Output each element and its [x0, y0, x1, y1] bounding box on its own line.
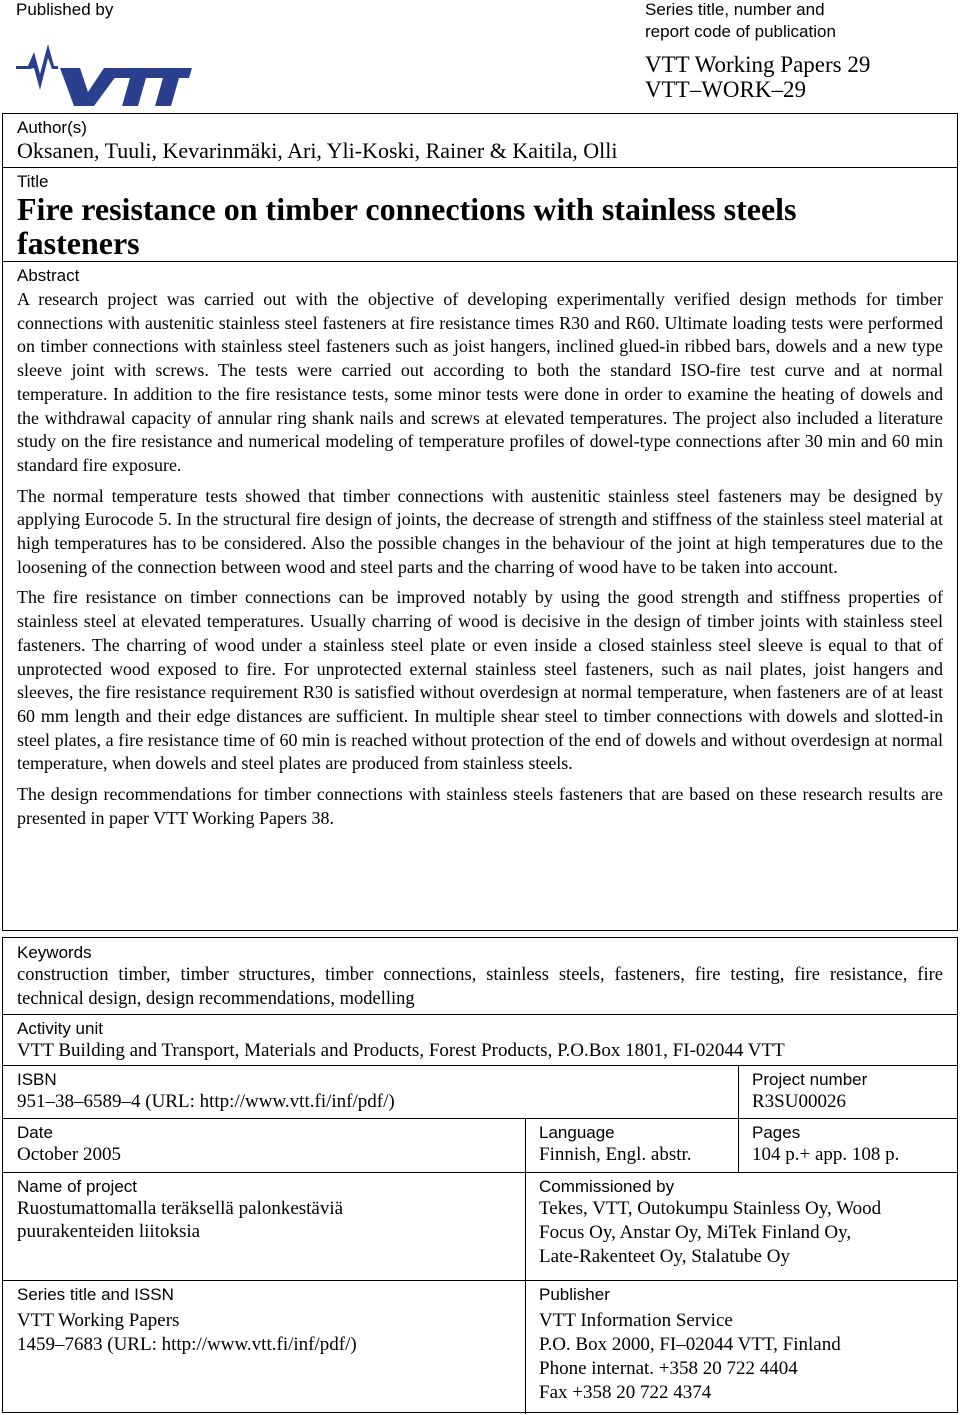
- commissioned-by-line2: Focus Oy, Anstar Oy, MiTek Finland Oy,: [539, 1222, 852, 1243]
- series-value-line1: VTT Working Papers 29: [645, 52, 871, 77]
- authors-section: [17, 117, 943, 164]
- series-issn-cell: [3, 1280, 525, 1357]
- series-label-line2: report code of publication: [645, 22, 836, 41]
- keywords-label: Keywords: [17, 943, 92, 962]
- abstract-paragraph: The normal temperature tests showed that timber connections with austenitic stainless steel fasteners may be designed by applying Eurocode 5. In the structural fire design of joints, the decrease of strength and stiffness of the stainless steel material at high temperatures has to be considered. Also the possible changes in the behaviour of the joint at high temperatures due to the loosening of the connection between wood and steel parts and the charring of wood have to be taken into account.: [17, 485, 943, 577]
- publisher-line3: Phone internat. +358 20 722 4404: [539, 1358, 798, 1379]
- commissioned-by-line1: Tekes, VTT, Outokumpu Stainless Oy, Wood: [539, 1198, 882, 1219]
- document-title: Fire resistance on timber connections with stainless steels fasteners: [17, 191, 797, 261]
- date-cell: [3, 1118, 525, 1167]
- activity-unit-cell: [3, 1014, 957, 1063]
- metadata-grid: [2, 937, 958, 1413]
- pages-label: Pages: [752, 1123, 801, 1142]
- title-label: Title: [17, 172, 49, 191]
- commissioned-by-line3: Late-Rakenteet Oy, Stalatube Oy: [539, 1246, 790, 1267]
- project-number-label: Project number: [752, 1070, 868, 1089]
- abstract-paragraph: The fire resistance on timber connections can be improved notably by using the good strength and stiffness properties of stainless steel at elevated temperatures. Usually charring of wood is decisive in the design of timber joints with stainless steel fasteners. The charring of wood under a stainless steel plate or even inside a closed stainless steel sleeve is equal to that of unprotected wood exposed to fire. For unprotected external stainless steel fasteners, such as nail plates, joist hangers and sleeves, the fire resistance requirement R30 is satisfied without overdesign at normal temperature, when fasteners are of at least 60 mm length and their edge distances are sufficient. In multiple shear steel to timber connections with dowels and slotted-in steel plates, a fire resistance time of 60 min is reached without protection of the end of dowels and without overdesign at normal temperature, when dowels and steel plates are produced from stainless steels.: [17, 587, 943, 774]
- publisher-header: [0, 0, 200, 112]
- keywords-value: construction timber, timber structures, timber connections, stainless steels, fasteners, fire testing, fire resistance, fire technical design, design recommendations, modelling: [17, 965, 943, 1009]
- project-name-label: Name of project: [17, 1177, 137, 1196]
- commissioned-by-cell: [525, 1172, 958, 1269]
- series-label-line1: Series title, number and: [645, 0, 825, 19]
- commissioned-by-label: Commissioned by: [539, 1177, 675, 1196]
- abstract-label: Abstract: [17, 266, 80, 285]
- isbn-label: ISBN: [17, 1070, 57, 1089]
- publisher-line1: VTT Information Service: [539, 1310, 733, 1331]
- project-name-line1: Ruostumattomalla teräksellä palonkestäviä: [17, 1198, 344, 1219]
- project-name-line2: puurakenteiden liitoksia: [17, 1221, 201, 1242]
- authors-divider: [3, 167, 957, 168]
- authors-label: Author(s): [17, 118, 87, 137]
- series-issn-line2: 1459–7683 (URL: http://www.vtt.fi/inf/pdf/): [17, 1334, 357, 1355]
- series-header: [645, 0, 960, 112]
- date-value: October 2005: [17, 1144, 121, 1165]
- vtt-logo-letter-t2: [149, 68, 192, 106]
- authors-value: Oksanen, Tuuli, Kevarinmäki, Ari, Yli-Koski, Rainer & Kaitila, Olli: [17, 138, 618, 163]
- isbn-value: 951–38–6589–4 (URL: http://www.vtt.fi/inf/pdf/): [17, 1091, 395, 1112]
- project-number-value: R3SU00026: [752, 1091, 846, 1112]
- publisher-label: Publisher: [539, 1285, 610, 1304]
- language-label: Language: [539, 1123, 615, 1142]
- main-info-box: [2, 113, 958, 931]
- publisher-line2: P.O. Box 2000, FI–02044 VTT, Finland: [539, 1334, 841, 1355]
- publisher-line4: Fax +358 20 722 4374: [539, 1382, 712, 1403]
- abstract-paragraph: A research project was carried out with the objective of developing experimentally verified design methods for timber connections with austenitic stainless steel fasteners at fire resistance times R30 and R60. Ultimate loading tests were performed on timber connections with stainless steel fasteners such as joist hangers, inclined glued-in ribbed bars, dowels and a new type sleeve joint with screws. The tests were carried out according to both the standard ISO-fire test curve and at normal temperature. In addition to the fire resistance tests, some minor tests were done in order to examine the heating of dowels and the withdrawal capacity of annular ring shank nails and screws at elevated temperatures. The project also included a literature study on the fire resistance and numerical modeling of temperature profiles of dowel-type connections after 30 min and 60 min standard fire exposure.: [17, 289, 943, 475]
- date-label: Date: [17, 1123, 53, 1142]
- isbn-cell: [3, 1065, 738, 1114]
- series-value-line2: VTT–WORK–29: [645, 77, 806, 102]
- activity-unit-label: Activity unit: [17, 1019, 103, 1038]
- vtt-logo: [14, 40, 194, 108]
- project-name-cell: [3, 1172, 525, 1243]
- title-divider: [3, 261, 957, 262]
- abstract-paragraph: The design recommendations for timber connections with stainless steels fasteners that are based on these research results are presented in paper VTT Working Papers 38.: [17, 784, 943, 828]
- language-cell: [525, 1118, 738, 1167]
- published-by-label: Published by: [16, 0, 114, 19]
- keywords-cell: [3, 938, 957, 1011]
- series-issn-label: Series title and ISSN: [17, 1285, 174, 1304]
- language-value: Finnish, Engl. abstr.: [539, 1144, 692, 1165]
- project-number-cell: [738, 1065, 958, 1114]
- pages-value: 104 p.+ app. 108 p.: [752, 1144, 900, 1165]
- vtt-logo-wave: [16, 44, 58, 90]
- abstract-section: [17, 265, 943, 837]
- title-section: [17, 171, 943, 260]
- activity-unit-value: VTT Building and Transport, Materials and Products, Forest Products, P.O.Box 1801, FI-02044 VTT: [17, 1040, 785, 1061]
- pages-cell: [738, 1118, 958, 1167]
- series-issn-line1: VTT Working Papers: [17, 1310, 180, 1331]
- publisher-cell: [525, 1280, 958, 1405]
